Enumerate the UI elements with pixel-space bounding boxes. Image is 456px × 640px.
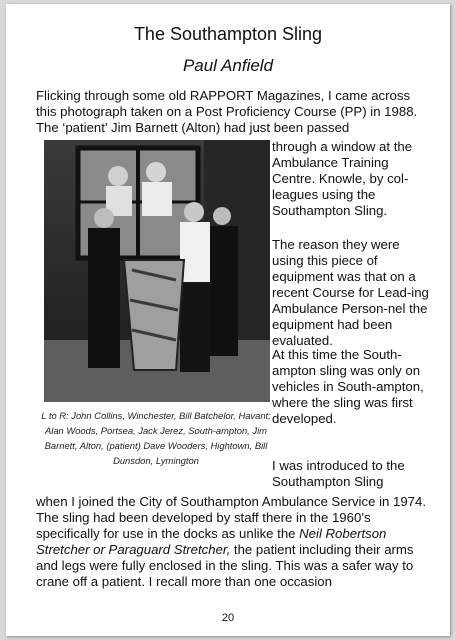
article-title: The Southampton Sling xyxy=(133,24,323,44)
bottom-paragraph xyxy=(36,494,426,590)
group-photograph xyxy=(44,140,270,402)
column-paragraph-4: I was introduced to the Southampton Sling xyxy=(272,458,405,489)
photo-illustration xyxy=(44,140,270,402)
column-paragraph-1: through a window at the Ambulance Training Centre. Knowle, by col-leagues using the Southampton Sling. xyxy=(272,139,413,218)
intro-paragraph: Flicking through some old RAPPORT Magazines, I came across this photograph taken on a Post Proficiency Course (PP) in 1988. The ‘patient’ Jim Barnett (Alton) had just been passed xyxy=(36,88,418,135)
bottom-text-1: when I joined the City of Southampton Ambulance Service in 1974. The sling had been developed by staff there in the 1960’s specifically for use in the docks as unlike the xyxy=(36,494,427,541)
stretcher-names: Neil Robertson Stretcher or Paraguard Stretcher, xyxy=(36,526,387,557)
page-number: 20 xyxy=(221,612,235,624)
document-page xyxy=(6,4,450,636)
article-author: Paul Anfield xyxy=(182,56,274,75)
photo-caption: L to R: John Collins, Winchester, Bill Batchelor, Havant; Alan Woods, Portsea, Jack Jerez, South-ampton, Jim Barnett, Alton, (patient) Dave Wooders, Hightown, Bill Dunsdon, Lymington xyxy=(41,410,271,466)
column-paragraph-2: The reason they were using this piece of equipment was that on a recent Course for Lead-ing Ambulance Person-nel the equipment had been evaluated. xyxy=(272,237,429,348)
column-paragraph-3: At this time the South-ampton sling was only on vehicles in South-ampton, where the sling was first developed. xyxy=(272,347,424,426)
bottom-text-2: the patient including their arms and legs were fully enclosed in the sling. This was a safer way to crane off a patient. I recall more than one occasion xyxy=(36,542,414,589)
